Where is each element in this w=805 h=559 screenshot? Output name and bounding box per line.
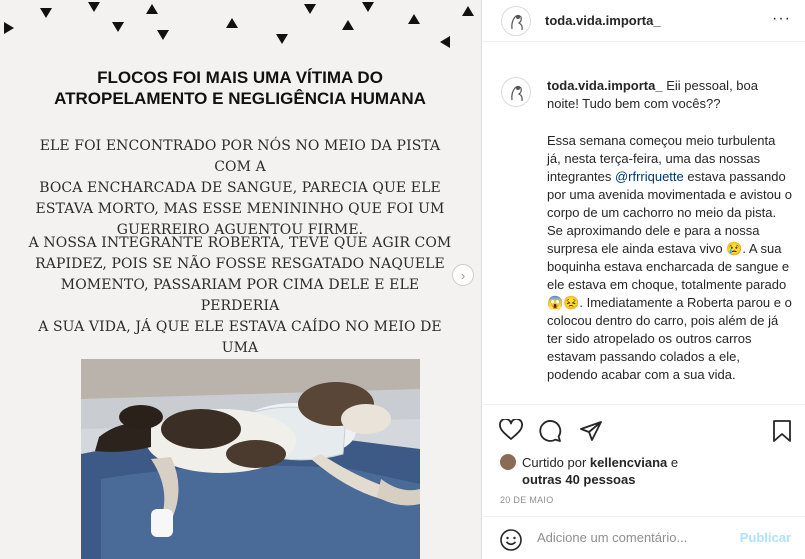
chevron-right-icon: › xyxy=(460,267,466,283)
triangle-decoration xyxy=(88,2,100,12)
caption-text: Essa semana começou meio turbulenta já, nesta terça-feira, uma das nossas integrantes xyxy=(547,133,776,184)
post-headline xyxy=(20,67,460,109)
triangle-decoration xyxy=(276,34,288,44)
user-mention-link[interactable]: @rfrriquette xyxy=(614,169,684,184)
headline-line: FLOCOS FOI MAIS UMA VÍTIMA DO xyxy=(97,68,383,87)
logo-icon xyxy=(502,78,531,107)
headline-line: ATROPELAMENTO E NEGLIGÊNCIA HUMANA xyxy=(54,89,426,108)
paragraph-line: ESTAVA MORTO, MAS ESSE MENININHO QUE FOI UM xyxy=(35,201,445,217)
paragraph-line: A SUA VIDA, JÁ QUE ELE ESTAVA CAÍDO NO MEIO DE UMA xyxy=(38,319,442,356)
heart-icon[interactable] xyxy=(499,419,523,446)
liked-others-link[interactable]: outras 40 pessoas xyxy=(522,472,636,487)
dog-photo xyxy=(81,359,420,559)
dog-illustration xyxy=(81,359,420,559)
liked-by xyxy=(500,454,732,488)
triangle-decoration xyxy=(440,36,450,48)
caption-header xyxy=(547,77,792,113)
triangle-decoration xyxy=(342,20,354,30)
post-sidebar xyxy=(481,0,805,559)
bookmark-icon[interactable] xyxy=(772,419,792,448)
share-icon[interactable] xyxy=(579,419,603,448)
comment-input[interactable] xyxy=(537,530,737,545)
avatar[interactable] xyxy=(500,454,516,470)
post-date[interactable]: 20 DE MAIO xyxy=(500,495,554,505)
triangle-decoration xyxy=(304,4,316,14)
post-paragraph-1 xyxy=(22,136,458,241)
header-username[interactable]: toda.vida.importa_ xyxy=(545,13,661,28)
liked-username[interactable]: kellencviana xyxy=(589,455,668,470)
publish-button[interactable]: Publicar xyxy=(739,530,791,545)
add-comment-bar xyxy=(482,516,805,559)
triangle-decoration xyxy=(112,22,124,32)
paragraph-line: MOMENTO, PASSARIAM POR CIMA DELE E ELE PERDERIA xyxy=(60,277,420,314)
avatar[interactable] xyxy=(501,6,531,36)
triangle-decoration xyxy=(146,4,158,14)
paragraph-line: GUERREIRO AGUENTOU FIRME. xyxy=(116,222,364,238)
paragraph-line: ELE FOI ENCONTRADO POR NÓS NO MEIO DA PISTA COM A xyxy=(39,138,441,175)
logo-icon xyxy=(502,7,531,36)
comment-icon[interactable] xyxy=(538,419,562,448)
paragraph-line: A NOSSA INTEGRANTE ROBERTA, TEVE QUE AGIR COM xyxy=(28,235,452,251)
post-header xyxy=(482,0,805,42)
triangle-decoration xyxy=(408,14,420,24)
caption-greeting: Eii pessoal, boa noite! Tudo bem com vocês?? xyxy=(547,78,758,111)
avatar[interactable] xyxy=(501,77,531,107)
caption-scroll-area[interactable] xyxy=(482,62,805,402)
triangle-decoration xyxy=(362,2,374,12)
smiley-icon[interactable] xyxy=(500,529,522,556)
triangle-decoration xyxy=(157,30,169,40)
post-actions xyxy=(482,404,805,559)
next-slide-button[interactable] xyxy=(452,264,474,286)
paragraph-line: BOCA ENCHARCADA DE SANGUE, PARECIA QUE ELE xyxy=(39,180,441,196)
triangle-decoration xyxy=(40,8,52,18)
caption-body xyxy=(547,132,792,384)
triangle-decoration xyxy=(226,18,238,28)
paragraph-line: RAPIDEZ, POIS SE NÃO FOSSE RESGATADO NAQUELE xyxy=(35,256,445,272)
triangle-decoration xyxy=(462,6,474,16)
caption-text: estava passando por uma avenida movimentada e avistou o corpo de um cachorro no meio da pista. Se aproximando dele e para a nossa surpresa ele ainda estava vivo 😢. A sua boquinha estava encharcada de sangue e ele estava em choque, totalmente parado 😱😣. Imediatamente a Roberta parou e o colocou dentro do carro, pois além de já ter sido atropelado os outros carros estavam passando colados a ele, podendo acabar com a sua vida. xyxy=(547,169,792,382)
liked-prefix: Curtido por xyxy=(522,455,590,470)
post-paragraph-2 xyxy=(22,233,458,380)
more-options-icon[interactable]: ··· xyxy=(772,10,791,27)
caption-username[interactable]: toda.vida.importa_ xyxy=(547,78,663,93)
triangle-decoration xyxy=(4,22,14,34)
liked-conjunction: e xyxy=(667,455,679,470)
